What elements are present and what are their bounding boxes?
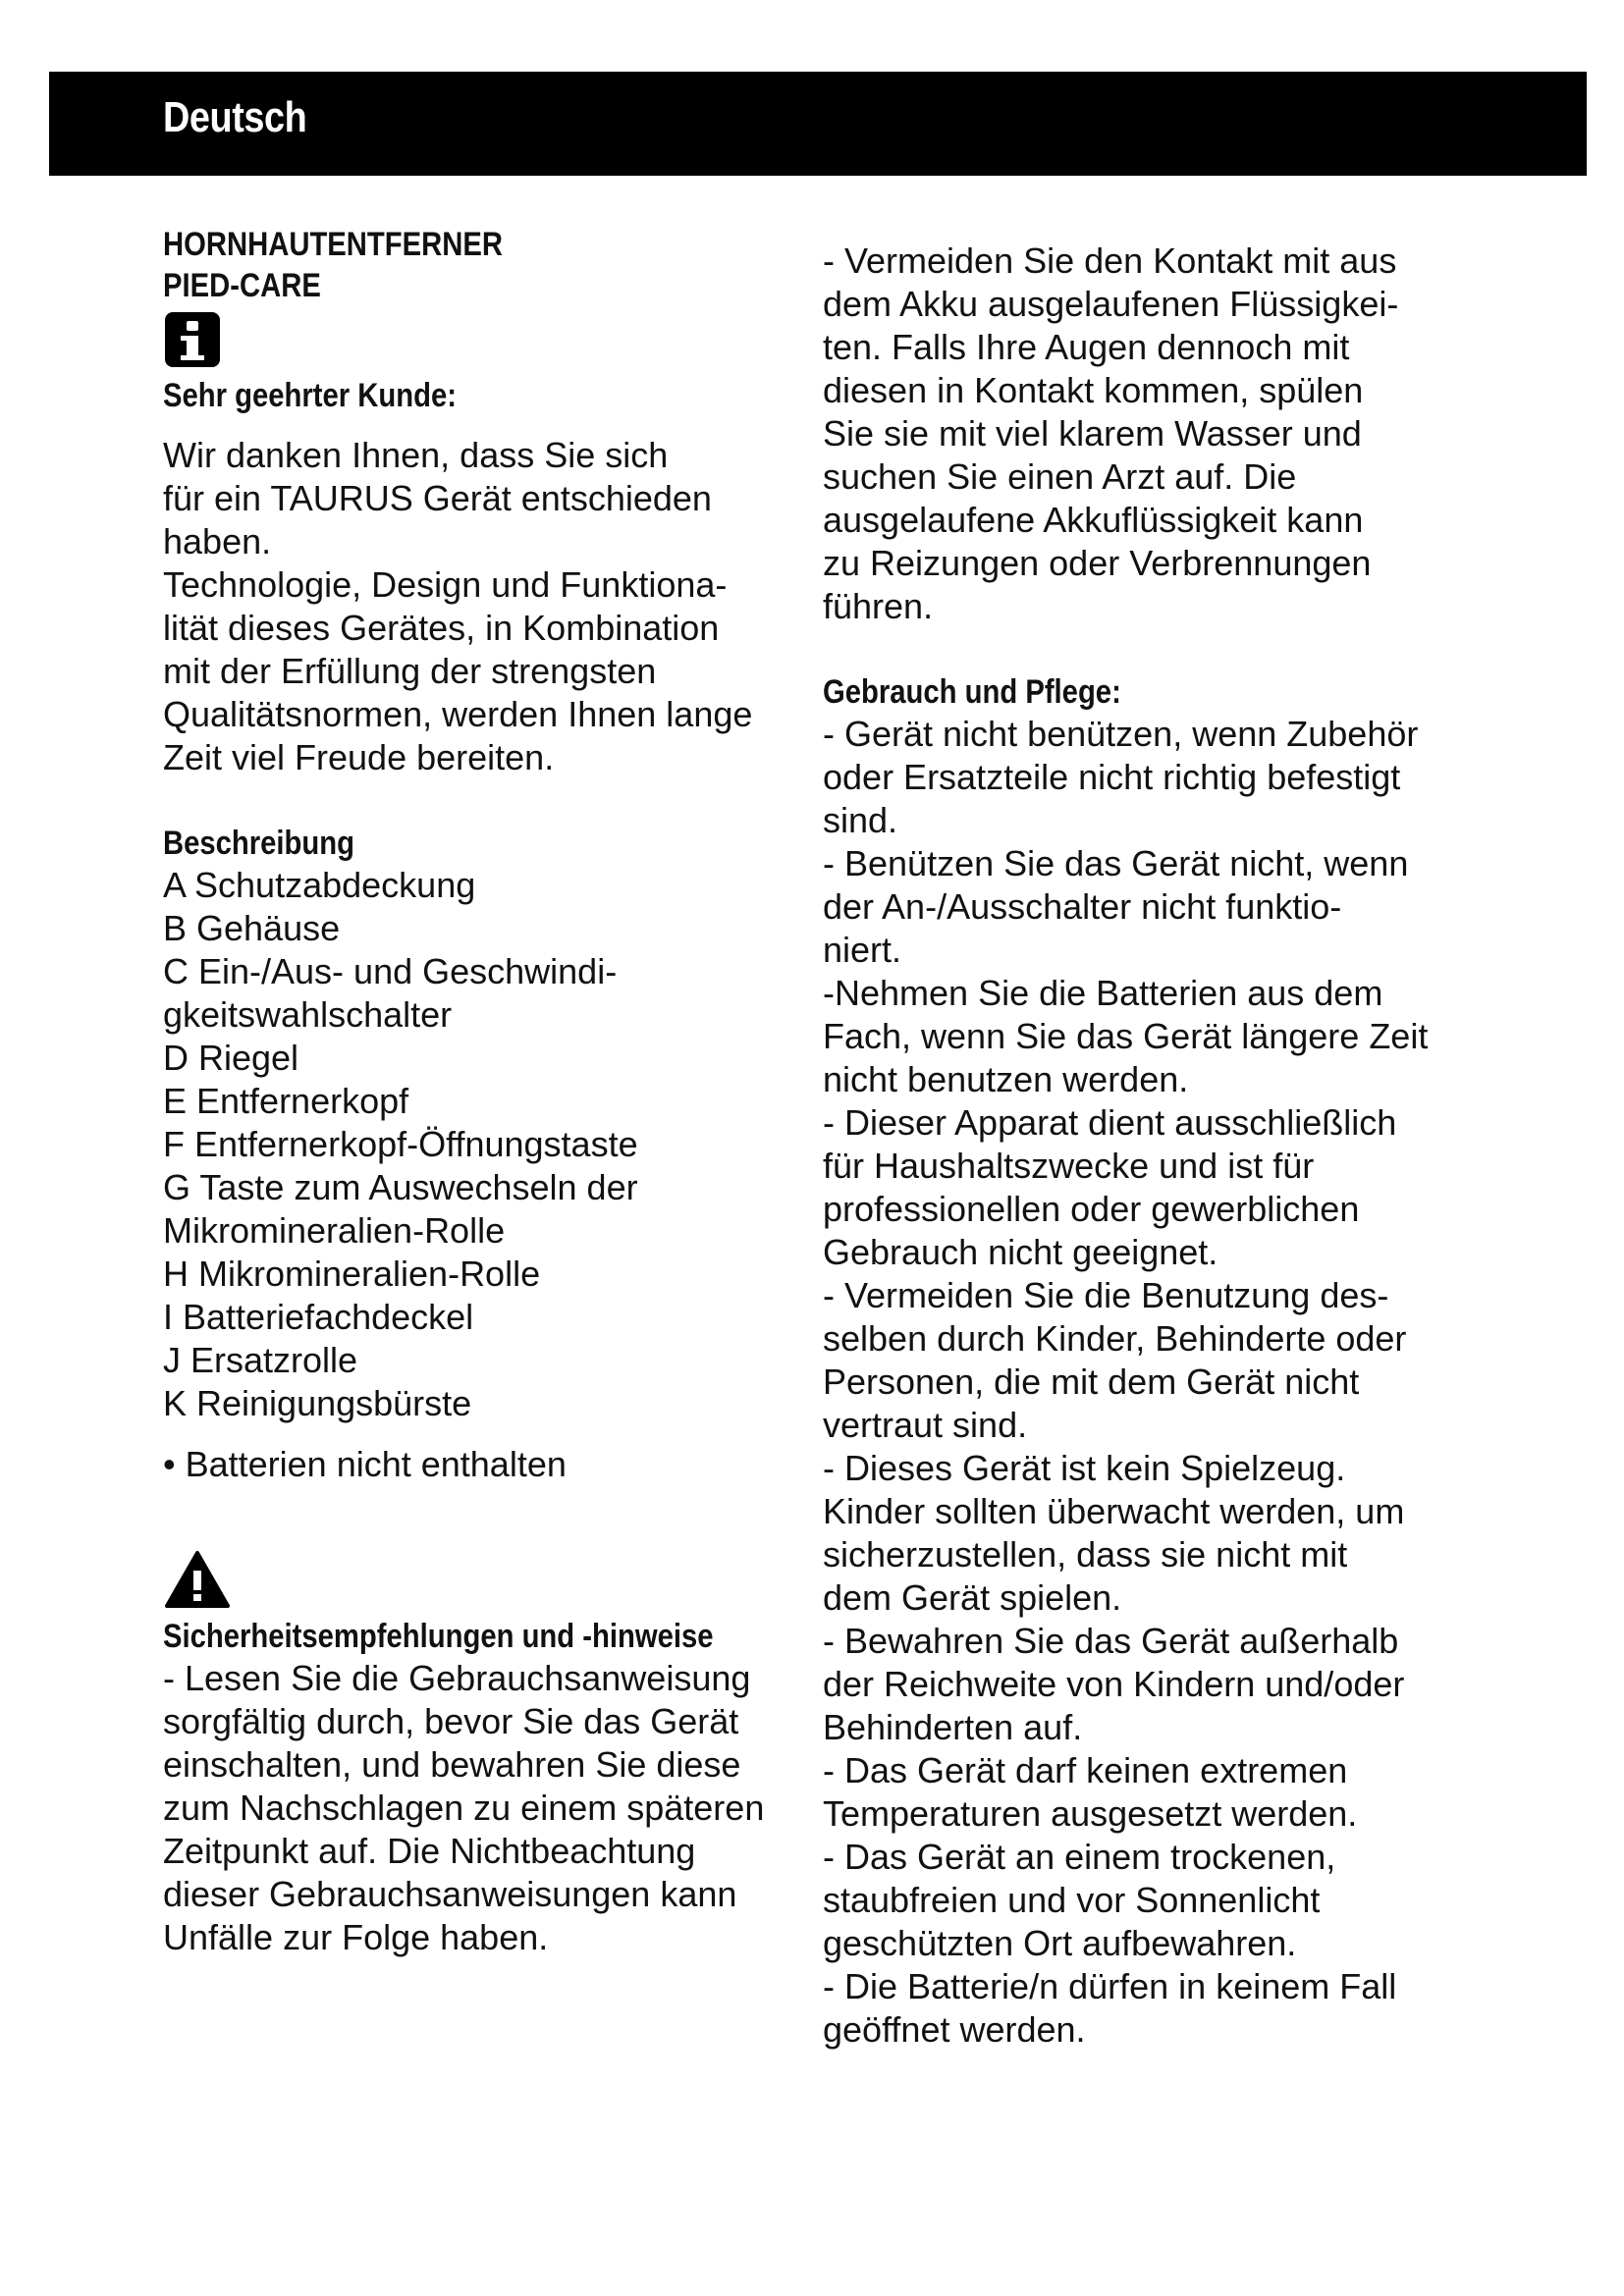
use-care-paragraph	[823, 713, 1451, 2052]
intro-line: Zeit viel Freude bereiten.	[163, 737, 555, 777]
part-item: K Reinigungsbürste	[163, 1383, 472, 1423]
safety-line: Zeitpunkt auf. Die Nichtbeachtung	[163, 1831, 696, 1871]
use-care-line: - Gerät nicht benützen, wenn Zubehör	[823, 714, 1419, 754]
battery-warning-line: führen.	[823, 586, 934, 626]
use-care-line: sicherzustellen, dass sie nicht mit	[823, 1534, 1348, 1575]
use-care-line: für Haushaltszwecke und ist für	[823, 1146, 1315, 1186]
safety-line: einschalten, und bewahren Sie diese	[163, 1744, 741, 1785]
use-care-line: Temperaturen ausgesetzt werden.	[823, 1793, 1358, 1834]
battery-warning-line: ten. Falls Ihre Augen dennoch mit	[823, 327, 1350, 367]
part-item: B Gehäuse	[163, 908, 341, 948]
use-care-line: der Reichweite von Kindern und/oder	[823, 1664, 1405, 1704]
use-care-line: der An-/Ausschalter nicht funktio-	[823, 886, 1342, 927]
use-care-line: -Nehmen Sie die Batterien aus dem	[823, 973, 1383, 1013]
part-item: E Entfernerkopf	[163, 1081, 409, 1121]
use-care-line: - Dieses Gerät ist kein Spielzeug.	[823, 1448, 1346, 1488]
use-care-line: - Benützen Sie das Gerät nicht, wenn	[823, 843, 1409, 883]
use-care-line: - Bewahren Sie das Gerät außerhalb	[823, 1621, 1399, 1661]
battery-warning-paragraph	[823, 240, 1451, 628]
use-care-line: oder Ersatzteile nicht richtig befestigt	[823, 757, 1401, 797]
safety-paragraph	[163, 1657, 791, 1959]
language-header-bar	[49, 72, 1587, 176]
right-column	[823, 240, 1451, 2052]
part-item: D Riegel	[163, 1038, 299, 1078]
use-care-line: - Dieser Apparat dient ausschließlich	[823, 1102, 1397, 1143]
use-care-line: - Vermeiden Sie die Benutzung des-	[823, 1275, 1389, 1315]
use-care-line: Gebrauch nicht geeignet.	[823, 1232, 1218, 1272]
safety-line: sorgfältig durch, bevor Sie das Gerät	[163, 1701, 739, 1741]
use-care-line: Behinderten auf.	[823, 1707, 1083, 1747]
safety-heading: Sicherheitsempfehlungen und -hinweise	[163, 1618, 714, 1655]
intro-line: Technologie, Design und Funktiona-	[163, 564, 728, 605]
intro-line: Wir danken Ihnen, dass Sie sich	[163, 435, 669, 475]
safety-line: - Lesen Sie die Gebrauchsanweisung	[163, 1658, 751, 1698]
part-item: G Taste zum Auswechseln der	[163, 1167, 638, 1207]
use-care-line: geöffnet werden.	[823, 2009, 1086, 2050]
greeting-heading: Sehr geehrter Kunde:	[163, 377, 457, 414]
intro-line: haben.	[163, 521, 272, 561]
use-care-line: professionellen oder gewerblichen	[823, 1189, 1360, 1229]
use-care-line: - Das Gerät an einem trockenen,	[823, 1837, 1336, 1877]
safety-line: dieser Gebrauchsanweisungen kann	[163, 1874, 737, 1914]
battery-warning-line: ausgelaufene Akkuflüssigkeit kann	[823, 500, 1364, 540]
use-care-line: Fach, wenn Sie das Gerät längere Zeit	[823, 1016, 1429, 1056]
battery-warning-line: suchen Sie einen Arzt auf. Die	[823, 456, 1297, 497]
product-title-line-2: PIED-CARE	[163, 267, 321, 304]
battery-warning-line: Sie sie mit viel klarem Wasser und	[823, 413, 1362, 454]
safety-line: Unfälle zur Folge haben.	[163, 1917, 549, 1957]
intro-line: mit der Erfüllung der strengsten	[163, 651, 657, 691]
battery-warning-line: zu Reizungen oder Verbrennungen	[823, 543, 1372, 583]
part-item: C Ein-/Aus- und Geschwindi-	[163, 951, 618, 991]
battery-warning-line: - Vermeiden Sie den Kontakt mit aus	[823, 240, 1397, 281]
use-care-line: dem Gerät spielen.	[823, 1577, 1122, 1618]
info-icon	[163, 310, 226, 369]
part-item: Mikromineralien-Rolle	[163, 1210, 506, 1251]
use-care-line: niert.	[823, 930, 902, 970]
use-care-line: - Die Batterie/n dürfen in keinem Fall	[823, 1966, 1397, 2006]
battery-warning-line: diesen in Kontakt kommen, spülen	[823, 370, 1364, 410]
language-title: Deutsch	[163, 93, 307, 141]
warning-icon	[163, 1549, 232, 1610]
part-item: I Batteriefachdeckel	[163, 1297, 474, 1337]
use-care-line: sind.	[823, 800, 898, 840]
parts-list	[163, 864, 791, 1425]
use-care-line: nicht benutzen werden.	[823, 1059, 1189, 1099]
use-care-heading: Gebrauch und Pflege:	[823, 673, 1121, 711]
battery-warning-line: dem Akku ausgelaufenen Flüssigkei-	[823, 284, 1399, 324]
intro-line: Qualitätsnormen, werden Ihnen lange	[163, 694, 753, 734]
part-item: J Ersatzrolle	[163, 1340, 358, 1380]
intro-paragraph	[163, 434, 791, 779]
part-item: gkeitswahlschalter	[163, 994, 453, 1035]
use-care-line: - Das Gerät darf keinen extremen	[823, 1750, 1348, 1790]
use-care-line: Kinder sollten überwacht werden, um	[823, 1491, 1405, 1531]
use-care-line: selben durch Kinder, Behinderte oder	[823, 1318, 1407, 1359]
use-care-line: geschützten Ort aufbewahren.	[823, 1923, 1297, 1963]
battery-note: • Batterien nicht enthalten	[163, 1444, 567, 1484]
use-care-line: vertraut sind.	[823, 1405, 1028, 1445]
product-title-line-1: HORNHAUTENTFERNER	[163, 226, 504, 263]
left-column	[163, 224, 791, 1959]
intro-line: lität dieses Gerätes, in Kombination	[163, 608, 720, 648]
use-care-line: Personen, die mit dem Gerät nicht	[823, 1362, 1360, 1402]
part-item: A Schutzabdeckung	[163, 865, 476, 905]
use-care-line: staubfreien und vor Sonnenlicht	[823, 1880, 1321, 1920]
intro-line: für ein TAURUS Gerät entschieden	[163, 478, 712, 518]
description-heading: Beschreibung	[163, 825, 354, 862]
safety-line: zum Nachschlagen zu einem späteren	[163, 1788, 765, 1828]
part-item: H Mikromineralien-Rolle	[163, 1254, 541, 1294]
part-item: F Entfernerkopf-Öffnungstaste	[163, 1124, 638, 1164]
